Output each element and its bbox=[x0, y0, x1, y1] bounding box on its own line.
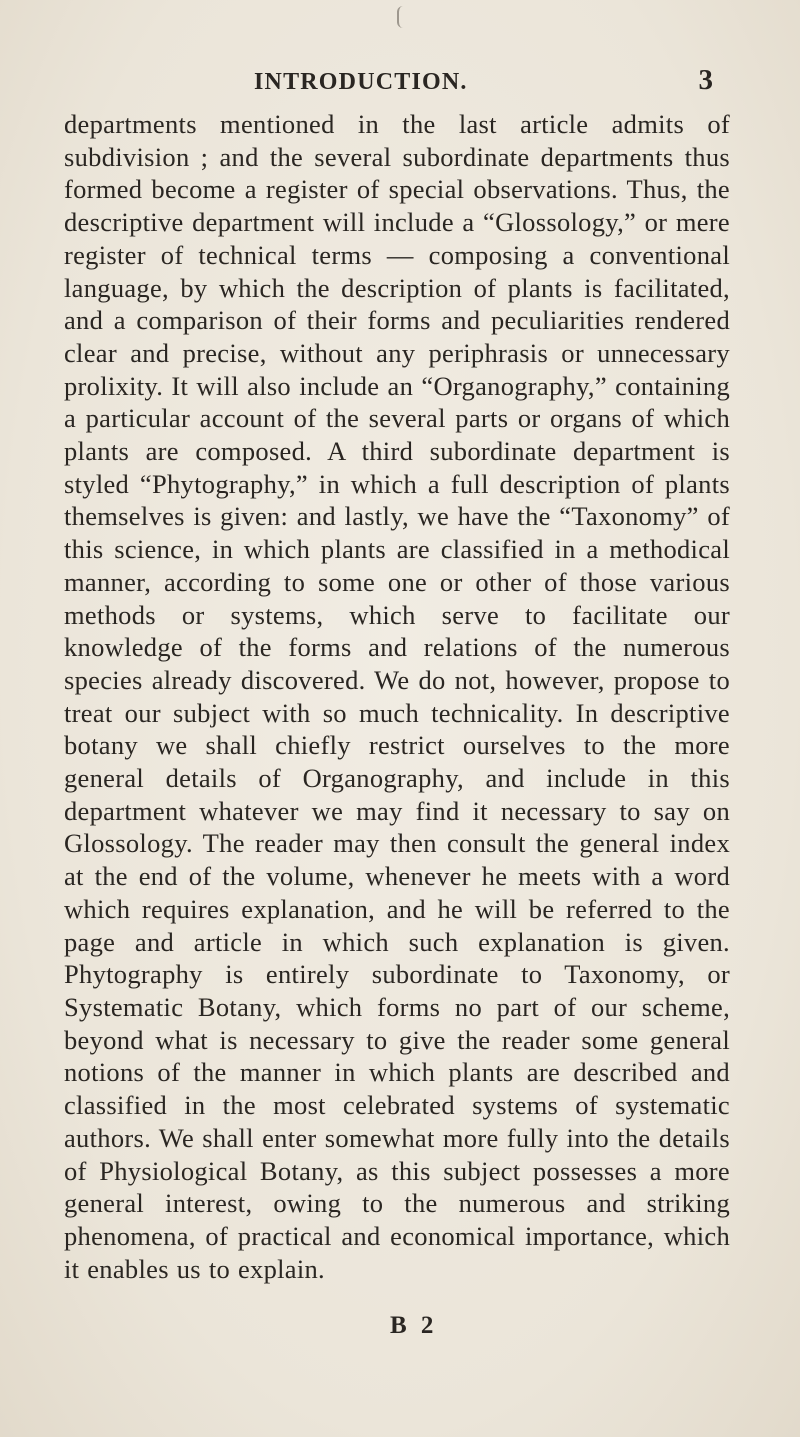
signature-mark: B 2 bbox=[390, 1312, 438, 1339]
running-head: INTRODUCTION. bbox=[254, 69, 468, 95]
page-edge-mark bbox=[397, 6, 405, 28]
page-header bbox=[150, 64, 713, 97]
body-paragraph: departments mentioned in the last article admits of subdivision ; and the several subordinate departments thus formed become a register of special observations. Thus, the descriptive department will include a “Glossology,” or mere register of technical terms — composing a conventional language, by which the description of plants is facilitated, and a comparison of their forms and peculiarities rendered clear and precise, without any periphrasis or unnecessary prolixity. It will also include an “Organography,” containing a particular account of the several parts or organs of which plants are composed. A third subordinate department is styled “Phytography,” in which a full description of plants themselves is given: and lastly, we have the “Taxonomy” of this science, in which plants are classified in a methodical manner, according to some one or other of those various methods or systems, which serve to facilitate our knowledge of the forms and relations of the numerous species already discovered. We do not, however, propose to treat our subject with so much technicality. In descriptive botany we shall chiefly restrict ourselves to the more general details of Organography, and include in this department whatever we may find it necessary to say on Glossology. The reader may then consult the general index at the end of the volume, whenever he meets with a word which requires explanation, and he will be referred to the page and article in which such explanation is given. Phytography is entirely subordinate to Taxonomy, or Systematic Botany, which forms no part of our scheme, beyond what is necessary to give the reader some general notions of the manner in which plants are described and classified in the most celebrated systems of systematic authors. We shall enter somewhat more fully into the details of Physiological Botany, as this subject possesses a more general interest, owing to the numerous and striking phenomena, of practical and economical importance, which it enables us to explain. bbox=[64, 109, 730, 1284]
page-number: 3 bbox=[698, 64, 713, 96]
